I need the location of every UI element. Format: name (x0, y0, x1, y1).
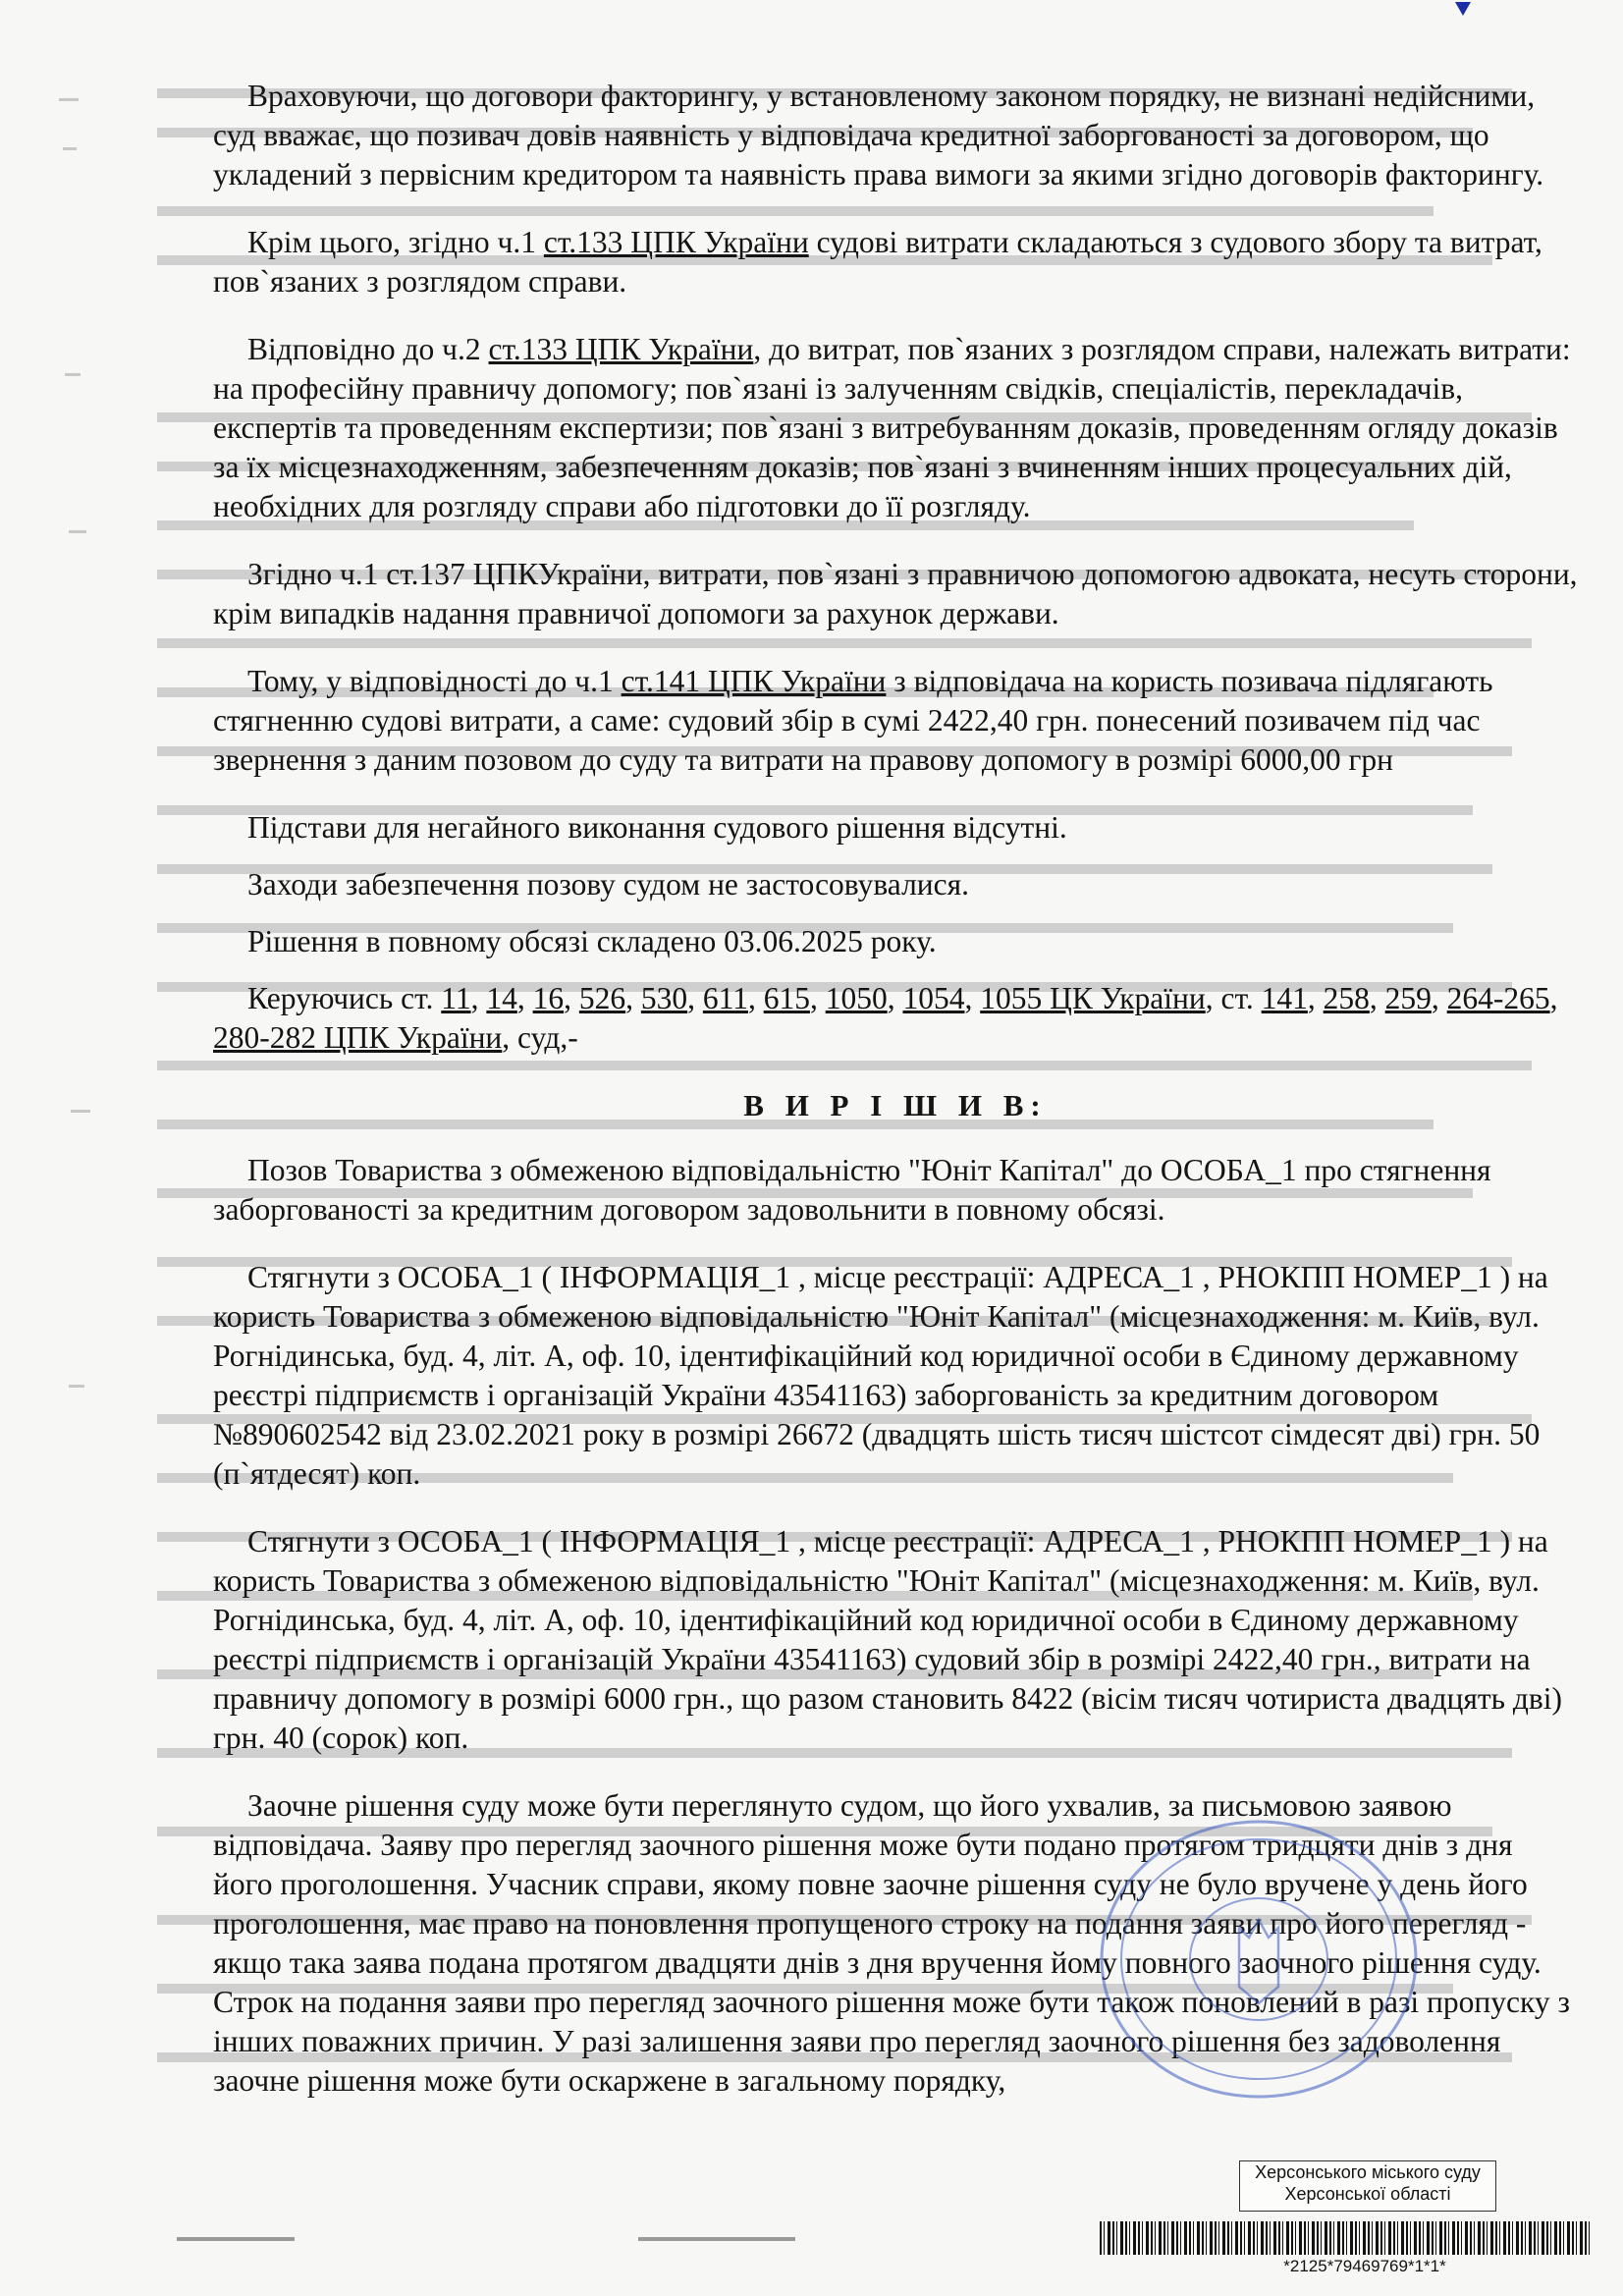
paragraph-text: Рішення в повному обсязі складено 03.06.2025 року. (247, 924, 937, 958)
scan-margin-noise (0, 0, 108, 2296)
paragraph-no-immediate-execution (213, 808, 1578, 847)
paragraph-full-decision-date (213, 922, 1578, 961)
paragraph-text: , ст. (1205, 981, 1262, 1015)
paragraph-text: з відповідача на користь позивача підлягають стягненню судові витрати, а саме: судовий збір в сумі 2422,40 грн. понесений позивачем під час звернення з даним позовом до суду та витрати на правову допомогу в розмірі 6000,00 грн (213, 664, 1493, 777)
document-barcode (1100, 2221, 1591, 2255)
paragraph-no-security-measures (213, 865, 1578, 904)
court-stamp-label (1239, 2160, 1496, 2212)
paragraph-text: Крім цього, згідно ч.1 (247, 225, 544, 259)
paragraph-text: Заходи забезпечення позову судом не застосовувалися. (247, 867, 969, 902)
law-link-11[interactable]: 11 (441, 981, 471, 1015)
paragraph-factoring-conclusion (213, 77, 1578, 194)
paragraph-text: , суд,- (502, 1020, 578, 1055)
court-seal-stamp (1092, 1812, 1426, 2106)
corner-ink-mark (1453, 0, 1473, 18)
scan-bottom-noise (177, 2229, 1060, 2249)
paragraph-text: , до витрат, пов`язаних з розглядом справи, належать витрати: на професійну правничу допомогу; пов`язані із залученням свідків, спеціалістів, перекладачів, експертів та проведенням експертизи; пов`язані з витребуванням доказів, проведенням огляду доказів за їх місцезнаходженням, забезпеченням доказів; пов`язані з вчиненням інших процесуальних дій, необхідних для розгляду справи або підготовки до її розгляду. (213, 332, 1571, 523)
paragraph-text: Підстави для негайного виконання судового рішення відсутні. (247, 810, 1067, 845)
paragraph-text: Керуючись ст. (247, 981, 442, 1015)
law-link-1050[interactable]: 1050 (825, 981, 888, 1015)
law-link-141[interactable]: 141 (1261, 981, 1308, 1015)
paragraph-court-costs (213, 223, 1578, 301)
law-link-art141[interactable]: ст.141 ЦПК України (621, 664, 887, 698)
law-link-530[interactable]: 530 (640, 981, 688, 1015)
paragraph-text: Заочне рішення суду може бути переглянуто судом, що його ухвалив, за письмовою заявою відповідача. Заяву про перегляд заочного рішення може бути подано протягом тридцяти днів з дня його проголошення. Учасник справи, якому повне заочне рішення суду не було вручене у день його проголошення, має право на поновлення пропущеного строку на подання заяви про його перегляд - якщо така заява подана протягом двадцяти днів з дня вручення йому повного заочного рішення суду. Строк на подання заяви про перегляд заочного рішення може бути також поновлений в разі пропуску з інших поважних причин. У разі залишення заяви про перегляд заочного рішення без задоволення заочне рішення може бути оскаржене в загальному порядку, (213, 1788, 1570, 2098)
paragraph-text: Позов Товариства з обмеженою відповідальністю "Юніт Капітал" до ОСОБА_1 про стягнення заборгованості за кредитним договором задовольнити в повному обсязі. (213, 1153, 1491, 1227)
paragraph-claim-granted (213, 1151, 1578, 1230)
paragraph-litigation-expenses (213, 330, 1578, 526)
law-link-611[interactable]: 611 (702, 981, 748, 1015)
law-link-1054[interactable]: 1054 (902, 981, 965, 1015)
paragraph-cost-recovery (213, 662, 1578, 780)
paragraph-text: Відповідно до ч.2 (247, 332, 489, 366)
paragraph-text: Стягнути з ОСОБА_1 ( ІНФОРМАЦІЯ_1 , місце реєстрації: АДРЕСА_1 , РНОКПП НОМЕР_1 ) на користь Товариства з обмеженою відповідальністю "Юніт Капітал" (місцезнаходження: м. Київ, вул. Рогнідинська, буд. 4, літ. А, оф. 10, ідентифікаційний код юридичної особи в Єдиному державному реєстрі підприємств і організацій України 43541163) заборгованість за кредитним договором №890602542 від 23.02.2021 року в розмірі 26672 (двадцять шість тисяч шістсот сімдесят дві) грн. 50 (п`ятдесят) коп. (213, 1260, 1548, 1491)
law-link-264-265[interactable]: 264-265 (1446, 981, 1550, 1015)
paragraph-legal-aid-costs (213, 555, 1578, 633)
law-link-258[interactable]: 258 (1323, 981, 1370, 1015)
law-link-art133[interactable]: ст.133 ЦПК України (543, 225, 809, 259)
law-link-art133-part2[interactable]: ст.133 ЦПК України (488, 332, 754, 366)
paragraph-costs-recovery (213, 1522, 1578, 1758)
law-link-526[interactable]: 526 (578, 981, 626, 1015)
paragraph-text: Тому, у відповідності до ч.1 (247, 664, 622, 698)
law-link-615[interactable]: 615 (763, 981, 810, 1015)
paragraph-text: Згідно ч.1 ст.137 ЦПКУкраїни, витрати, пов`язані з правничою допомогою адвоката, несуть сторони, крім випадків надання правничої допомоги за рахунок держави. (213, 557, 1578, 630)
paragraph-debt-recovery (213, 1258, 1578, 1494)
decision-heading: В И Р І Ш И В: (743, 1088, 1048, 1122)
law-link-280-282[interactable]: 280-282 ЦПК України (213, 1020, 503, 1055)
paragraph-text: судові витрати складаються з судового збору та витрат, пов`язаних з розглядом справи. (213, 225, 1542, 299)
stamp-court-name: Херсонського міського суду (1255, 2162, 1481, 2182)
law-link-14[interactable]: 14 (486, 981, 517, 1015)
stamp-region: Херсонської області (1284, 2184, 1451, 2204)
barcode-number: *2125*79469769*1*1* (1283, 2257, 1446, 2275)
paragraph-text: Враховуючи, що договори факторингу, у встановленому законом порядку, не визнані недійсними, суд вважає, що позивач довів наявність у відповідача кредитної заборгованості за договором, що укладений з первісним кредитором та наявність права вимоги за якими згідно договорів факторингу. (213, 79, 1544, 191)
law-link-16[interactable]: 16 (532, 981, 565, 1015)
paragraph-text: Стягнути з ОСОБА_1 ( ІНФОРМАЦІЯ_1 , місце реєстрації: АДРЕСА_1 , РНОКПП НОМЕР_1 ) на користь Товариства з обмеженою відповідальністю "Юніт Капітал" (місцезнаходження: м. Київ, вул. Рогнідинська, буд. 4, літ. А, оф. 10, ідентифікаційний код юридичної особи в Єдиному державному реєстрі підприємств і організацій України 43541163) судовий збір в розмірі 2422,40 грн., витрати на правничу допомогу в розмірі 6000 грн., що разом становить 8422 (вісім тисяч чотириста двадцять дві) грн. 40 (сорок) коп. (213, 1524, 1563, 1755)
law-link-259[interactable]: 259 (1384, 981, 1432, 1015)
law-link-1055[interactable]: 1055 ЦК України (980, 981, 1206, 1015)
paragraph-legal-basis: Керуючись ст. 11, 14, 16, 526, 530, 611, 615, 1050, 1054, 1055 ЦК України, ст. 141, 258, 259, 264-265, 280-282 ЦПК України, суд,- (213, 981, 1558, 1055)
